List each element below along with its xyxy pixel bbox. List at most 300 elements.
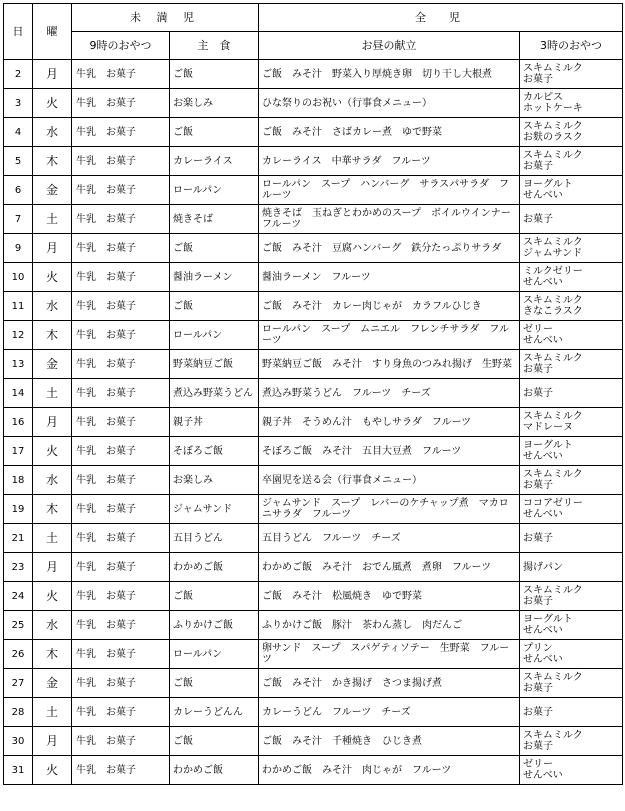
weekday-cell bbox=[33, 118, 72, 147]
weekday-cell-text: 水 bbox=[45, 124, 58, 139]
main-dish-cell bbox=[170, 60, 259, 89]
day-cell bbox=[4, 176, 33, 205]
day-cell-text: 2 bbox=[14, 68, 22, 80]
afternoon-snack-cell bbox=[520, 640, 623, 669]
morning-snack-cell bbox=[72, 89, 170, 118]
afternoon-snack-cell bbox=[520, 379, 623, 408]
lunch-menu-cell-text: 野菜納豆ご飯 みそ汁 すり身魚のつみれ揚げ 生野菜 bbox=[262, 358, 512, 370]
day-cell-text: 6 bbox=[14, 184, 22, 196]
main-dish-cell bbox=[170, 408, 259, 437]
main-dish-cell-text: ご飯 bbox=[173, 590, 193, 602]
afternoon-snack-item: マドレーヌ bbox=[523, 422, 573, 433]
day-cell bbox=[4, 756, 33, 785]
lunch-menu-cell-text: ロールパン スープ ハンバーグ サラスパサラダ フルーツ bbox=[262, 179, 509, 201]
day-cell-text: 18 bbox=[11, 474, 25, 486]
day-cell bbox=[4, 524, 33, 553]
weekday-cell-text: 月 bbox=[45, 733, 58, 748]
main-dish-cell bbox=[170, 524, 259, 553]
lunch-menu-cell-text: 煮込み野菜うどん フルーツ チーズ bbox=[262, 387, 431, 399]
day-cell bbox=[4, 408, 33, 437]
day-cell-text: 17 bbox=[11, 445, 25, 457]
day-cell bbox=[4, 727, 33, 756]
weekday-cell bbox=[33, 321, 72, 350]
morning-snack-cell-text: 牛乳 お菓子 bbox=[76, 677, 136, 689]
morning-snack-cell-text: 牛乳 お菓子 bbox=[76, 532, 136, 544]
morning-snack-cell-text: 牛乳 お菓子 bbox=[76, 300, 136, 312]
afternoon-snack-item: ゼリー bbox=[523, 759, 553, 770]
lunch-menu-cell-text: ご飯 みそ汁 豆腐ハンバーグ 鉄分たっぷりサラダ bbox=[262, 242, 502, 254]
main-dish-cell-text: ロールパン bbox=[173, 184, 223, 196]
day-cell-text: 4 bbox=[14, 126, 22, 138]
weekday-cell-text: 金 bbox=[45, 675, 58, 690]
morning-snack-cell-text: 牛乳 お菓子 bbox=[76, 416, 136, 428]
afternoon-snack-item: お菓子 bbox=[523, 387, 553, 399]
morning-snack-cell bbox=[72, 321, 170, 350]
weekday-cell-text: 木 bbox=[45, 153, 58, 168]
morning-snack-cell bbox=[72, 118, 170, 147]
afternoon-snack-cell bbox=[520, 292, 623, 321]
afternoon-snack-item: せんべい bbox=[523, 509, 563, 520]
lunch-menu-cell bbox=[259, 89, 520, 118]
main-dish-cell-text: お楽しみ bbox=[173, 474, 213, 486]
main-dish-cell bbox=[170, 205, 259, 234]
afternoon-snack-item: お菓子 bbox=[523, 683, 553, 694]
header-all-children-group: 全 児 bbox=[259, 4, 623, 32]
morning-snack-cell-text: 牛乳 お菓子 bbox=[76, 735, 136, 747]
day-cell bbox=[4, 263, 33, 292]
morning-snack-cell bbox=[72, 582, 170, 611]
lunch-menu-cell-text: そぼろご飯 みそ汁 五目大豆煮 フルーツ bbox=[262, 445, 462, 457]
day-cell-text: 14 bbox=[11, 387, 25, 399]
weekday-cell bbox=[33, 234, 72, 263]
morning-snack-cell-text: 牛乳 お菓子 bbox=[76, 503, 136, 515]
weekday-cell-text: 水 bbox=[45, 617, 58, 632]
table-row bbox=[4, 321, 623, 350]
main-dish-cell bbox=[170, 466, 259, 495]
afternoon-snack-cell bbox=[520, 553, 623, 582]
table-row bbox=[4, 698, 623, 727]
afternoon-snack-cell bbox=[520, 727, 623, 756]
weekday-cell bbox=[33, 727, 72, 756]
table-row bbox=[4, 437, 623, 466]
menu-table bbox=[3, 3, 623, 785]
main-dish-cell bbox=[170, 292, 259, 321]
table-row bbox=[4, 727, 623, 756]
weekday-cell-text: 金 bbox=[45, 182, 58, 197]
afternoon-snack-item: スキムミルク bbox=[523, 411, 583, 422]
day-cell bbox=[4, 350, 33, 379]
lunch-menu-cell bbox=[259, 495, 520, 524]
afternoon-snack-item: お菓子 bbox=[523, 596, 553, 607]
table-row bbox=[4, 292, 623, 321]
day-cell-text: 10 bbox=[11, 271, 25, 283]
lunch-menu-cell-text: 卒園児を送る会（行事食メニュー） bbox=[262, 474, 422, 486]
lunch-menu-cell bbox=[259, 321, 520, 350]
afternoon-snack-item: スキムミルク bbox=[523, 295, 583, 306]
weekday-cell bbox=[33, 263, 72, 292]
main-dish-cell bbox=[170, 727, 259, 756]
lunch-menu-cell-text: ご飯 みそ汁 カレー肉じゃが カラフルひじき bbox=[262, 300, 482, 312]
day-cell bbox=[4, 466, 33, 495]
header-under3-group: 未 満 児 bbox=[72, 4, 259, 32]
header-afternoon-snack: 3時のおやつ bbox=[520, 32, 623, 60]
main-dish-cell bbox=[170, 756, 259, 785]
afternoon-snack-cell bbox=[520, 263, 623, 292]
morning-snack-cell-text: 牛乳 お菓子 bbox=[76, 561, 136, 573]
afternoon-snack-cell bbox=[520, 466, 623, 495]
afternoon-snack-cell bbox=[520, 89, 623, 118]
header-morning-snack: 9時のおやつ bbox=[72, 32, 170, 60]
weekday-cell-text: 火 bbox=[45, 95, 58, 110]
day-cell bbox=[4, 205, 33, 234]
weekday-cell bbox=[33, 582, 72, 611]
day-cell bbox=[4, 321, 33, 350]
table-row bbox=[4, 379, 623, 408]
table-row bbox=[4, 611, 623, 640]
lunch-menu-cell bbox=[259, 60, 520, 89]
morning-snack-cell bbox=[72, 379, 170, 408]
weekday-cell-text: 金 bbox=[45, 356, 58, 371]
afternoon-snack-cell bbox=[520, 495, 623, 524]
day-cell bbox=[4, 60, 33, 89]
table-row bbox=[4, 640, 623, 669]
lunch-menu-cell-text: 五目うどん フルーツ チーズ bbox=[262, 532, 401, 544]
afternoon-snack-item: せんべい bbox=[523, 654, 563, 665]
weekday-cell bbox=[33, 350, 72, 379]
morning-snack-cell-text: 牛乳 お菓子 bbox=[76, 155, 136, 167]
morning-snack-cell bbox=[72, 176, 170, 205]
day-cell bbox=[4, 553, 33, 582]
header-main-dish: 主 食 bbox=[170, 32, 259, 60]
morning-snack-cell-text: 牛乳 お菓子 bbox=[76, 126, 136, 138]
morning-snack-cell bbox=[72, 408, 170, 437]
afternoon-snack-item: ジャムサンド bbox=[523, 248, 583, 259]
header-day: 日 bbox=[4, 4, 33, 60]
day-cell bbox=[4, 495, 33, 524]
morning-snack-cell bbox=[72, 698, 170, 727]
day-cell bbox=[4, 582, 33, 611]
main-dish-cell bbox=[170, 176, 259, 205]
day-cell bbox=[4, 234, 33, 263]
weekday-cell-text: 木 bbox=[45, 646, 58, 661]
main-dish-cell-text: ご飯 bbox=[173, 677, 193, 689]
main-dish-cell-text: ロールパン bbox=[173, 648, 223, 660]
lunch-menu-cell bbox=[259, 669, 520, 698]
day-cell-text: 19 bbox=[11, 503, 25, 515]
main-dish-cell-text: 野菜納豆ご飯 bbox=[173, 358, 233, 370]
afternoon-snack-item: プリン bbox=[523, 643, 553, 654]
table-row bbox=[4, 147, 623, 176]
morning-snack-cell bbox=[72, 147, 170, 176]
main-dish-cell-text: ご飯 bbox=[173, 300, 193, 312]
weekday-cell-text: 水 bbox=[45, 472, 58, 487]
afternoon-snack-item: お菓子 bbox=[523, 161, 553, 172]
main-dish-cell-text: カレーうどんん bbox=[173, 706, 243, 718]
table-row bbox=[4, 205, 623, 234]
afternoon-snack-item: 揚げパン bbox=[523, 561, 563, 573]
day-cell bbox=[4, 147, 33, 176]
lunch-menu-cell-text: 焼きそば 玉ねぎとわかめのスープ ボイルウインナー フルーツ bbox=[262, 208, 521, 230]
morning-snack-cell-text: 牛乳 お菓子 bbox=[76, 706, 136, 718]
afternoon-snack-item: カルピス bbox=[523, 92, 563, 103]
morning-snack-cell bbox=[72, 495, 170, 524]
lunch-menu-cell-text: ロールパン スープ ムニエル フレンチサラダ フルーツ bbox=[262, 324, 509, 346]
lunch-menu-cell-text: わかめご飯 みそ汁 おでん風煮 煮卵 フルーツ bbox=[262, 561, 492, 573]
morning-snack-cell-text: 牛乳 お菓子 bbox=[76, 184, 136, 196]
afternoon-snack-item: スキムミルク bbox=[523, 121, 583, 132]
weekday-cell bbox=[33, 669, 72, 698]
day-cell-text: 13 bbox=[11, 358, 25, 370]
menu-table-head bbox=[4, 4, 623, 60]
main-dish-cell-text: 焼きそば bbox=[173, 213, 213, 225]
afternoon-snack-item: せんべい bbox=[523, 277, 563, 288]
table-row bbox=[4, 495, 623, 524]
afternoon-snack-cell bbox=[520, 234, 623, 263]
afternoon-snack-item: スキムミルク bbox=[523, 730, 583, 741]
afternoon-snack-item: ヨーグルト bbox=[523, 179, 573, 190]
main-dish-cell bbox=[170, 495, 259, 524]
morning-snack-cell-text: 牛乳 お菓子 bbox=[76, 271, 136, 283]
day-cell-text: 21 bbox=[11, 532, 25, 544]
lunch-menu-cell bbox=[259, 727, 520, 756]
main-dish-cell bbox=[170, 234, 259, 263]
lunch-menu-cell-text: カレーうどん フルーツ チーズ bbox=[262, 706, 411, 718]
afternoon-snack-item: お菓子 bbox=[523, 213, 553, 225]
weekday-cell-text: 火 bbox=[45, 588, 58, 603]
lunch-menu-cell-text: ご飯 みそ汁 千種焼き ひじき煮 bbox=[262, 735, 422, 747]
weekday-cell-text: 月 bbox=[45, 414, 58, 429]
day-cell-text: 23 bbox=[11, 561, 25, 573]
day-cell bbox=[4, 698, 33, 727]
table-row bbox=[4, 582, 623, 611]
morning-snack-cell-text: 牛乳 お菓子 bbox=[76, 648, 136, 660]
lunch-menu-cell bbox=[259, 118, 520, 147]
lunch-menu-cell-text: ジャムサンド スープ レバーのケチャップ煮 マカロニサラダ フルーツ bbox=[262, 498, 509, 520]
afternoon-snack-item: お菓子 bbox=[523, 706, 553, 718]
day-cell-text: 3 bbox=[14, 97, 22, 109]
lunch-menu-cell-text: 醤油ラーメン フルーツ bbox=[262, 271, 371, 283]
morning-snack-cell bbox=[72, 263, 170, 292]
lunch-menu-cell-text: ご飯 みそ汁 松風焼き ゆで野菜 bbox=[262, 590, 422, 602]
lunch-menu-cell-text: ご飯 みそ汁 野菜入り厚焼き卵 切り干し大根煮 bbox=[262, 68, 492, 80]
weekday-cell bbox=[33, 176, 72, 205]
main-dish-cell-text: ロールパン bbox=[173, 329, 223, 341]
lunch-menu-cell bbox=[259, 350, 520, 379]
main-dish-cell bbox=[170, 611, 259, 640]
afternoon-snack-cell bbox=[520, 582, 623, 611]
lunch-menu-cell bbox=[259, 176, 520, 205]
weekday-cell-text: 火 bbox=[45, 443, 58, 458]
morning-snack-cell bbox=[72, 727, 170, 756]
lunch-menu-cell-text: 親子丼 そうめん汁 もやしサラダ フルーツ bbox=[262, 416, 472, 428]
main-dish-cell-text: わかめご飯 bbox=[173, 561, 223, 573]
main-dish-cell bbox=[170, 553, 259, 582]
lunch-menu-cell bbox=[259, 582, 520, 611]
morning-snack-cell bbox=[72, 466, 170, 495]
table-row bbox=[4, 176, 623, 205]
morning-snack-cell-text: 牛乳 お菓子 bbox=[76, 445, 136, 457]
day-cell-text: 7 bbox=[14, 213, 22, 225]
day-cell-text: 12 bbox=[11, 329, 25, 341]
weekday-cell-text: 木 bbox=[45, 327, 58, 342]
afternoon-snack-item: お菓子 bbox=[523, 741, 553, 752]
afternoon-snack-item: ミルクゼリー bbox=[523, 266, 583, 277]
lunch-menu-cell-text: ひな祭りのお祝い（行事食メニュー） bbox=[262, 97, 432, 109]
afternoon-snack-item: せんべい bbox=[523, 190, 563, 201]
table-row bbox=[4, 466, 623, 495]
main-dish-cell-text: わかめご飯 bbox=[173, 764, 223, 776]
header-lunch-menu: お昼の献立 bbox=[259, 32, 520, 60]
afternoon-snack-item: せんべい bbox=[523, 335, 563, 346]
afternoon-snack-item: スキムミルク bbox=[523, 672, 583, 683]
afternoon-snack-cell bbox=[520, 669, 623, 698]
lunch-menu-cell bbox=[259, 205, 520, 234]
main-dish-cell bbox=[170, 698, 259, 727]
afternoon-snack-item: お菓子 bbox=[523, 74, 553, 85]
afternoon-snack-cell bbox=[520, 147, 623, 176]
weekday-cell bbox=[33, 524, 72, 553]
day-cell-text: 25 bbox=[11, 619, 25, 631]
weekday-cell bbox=[33, 89, 72, 118]
day-cell-text: 24 bbox=[11, 590, 25, 602]
morning-snack-cell bbox=[72, 756, 170, 785]
morning-snack-cell bbox=[72, 640, 170, 669]
weekday-cell-text: 土 bbox=[45, 385, 58, 400]
main-dish-cell-text: 親子丼 bbox=[173, 416, 203, 428]
afternoon-snack-cell bbox=[520, 437, 623, 466]
main-dish-cell bbox=[170, 321, 259, 350]
day-cell bbox=[4, 669, 33, 698]
weekday-cell-text: 土 bbox=[45, 704, 58, 719]
main-dish-cell bbox=[170, 437, 259, 466]
afternoon-snack-item: きなこラスク bbox=[523, 306, 583, 317]
day-cell-text: 9 bbox=[14, 242, 22, 254]
weekday-cell bbox=[33, 292, 72, 321]
table-row bbox=[4, 234, 623, 263]
weekday-cell-text: 火 bbox=[45, 762, 58, 777]
table-row bbox=[4, 669, 623, 698]
main-dish-cell-text: そぼろご飯 bbox=[173, 445, 223, 457]
weekday-cell bbox=[33, 756, 72, 785]
morning-snack-cell-text: 牛乳 お菓子 bbox=[76, 358, 136, 370]
weekday-cell bbox=[33, 147, 72, 176]
lunch-menu-cell-text: わかめご飯 みそ汁 肉じゃが フルーツ bbox=[262, 764, 452, 776]
afternoon-snack-cell bbox=[520, 524, 623, 553]
day-cell-text: 5 bbox=[14, 155, 22, 167]
lunch-menu-cell-text: ご飯 みそ汁 かき揚げ さつま揚げ煮 bbox=[262, 677, 442, 689]
afternoon-snack-cell bbox=[520, 321, 623, 350]
lunch-menu-cell bbox=[259, 553, 520, 582]
lunch-menu-cell-text: 卵サンド スープ スパゲティソテー 生野菜 フルーツ bbox=[262, 643, 510, 665]
lunch-menu-cell bbox=[259, 640, 520, 669]
afternoon-snack-item: スキムミルク bbox=[523, 150, 583, 161]
afternoon-snack-cell bbox=[520, 611, 623, 640]
weekday-cell bbox=[33, 495, 72, 524]
afternoon-snack-item: スキムミルク bbox=[523, 585, 583, 596]
main-dish-cell-text: ご飯 bbox=[173, 735, 193, 747]
morning-snack-cell bbox=[72, 292, 170, 321]
lunch-menu-cell bbox=[259, 698, 520, 727]
main-dish-cell-text: お楽しみ bbox=[173, 97, 213, 109]
afternoon-snack-cell bbox=[520, 756, 623, 785]
morning-snack-cell bbox=[72, 611, 170, 640]
lunch-menu-cell-text: ご飯 みそ汁 さばカレー煮 ゆで野菜 bbox=[262, 126, 442, 138]
weekday-cell bbox=[33, 640, 72, 669]
morning-snack-cell-text: 牛乳 お菓子 bbox=[76, 242, 136, 254]
main-dish-cell-text: カレーライス bbox=[173, 155, 233, 167]
lunch-menu-cell bbox=[259, 379, 520, 408]
weekday-cell bbox=[33, 437, 72, 466]
table-row bbox=[4, 350, 623, 379]
main-dish-cell bbox=[170, 350, 259, 379]
weekday-cell-text: 火 bbox=[45, 269, 58, 284]
afternoon-snack-item: スキムミルク bbox=[523, 237, 583, 248]
day-cell bbox=[4, 379, 33, 408]
table-row bbox=[4, 118, 623, 147]
lunch-menu-cell bbox=[259, 756, 520, 785]
weekday-cell-text: 月 bbox=[45, 66, 58, 81]
day-cell bbox=[4, 611, 33, 640]
lunch-menu-cell bbox=[259, 147, 520, 176]
weekday-cell-text: 木 bbox=[45, 501, 58, 516]
morning-snack-cell-text: 牛乳 お菓子 bbox=[76, 387, 136, 399]
afternoon-snack-item: スキムミルク bbox=[523, 353, 583, 364]
lunch-menu-cell bbox=[259, 263, 520, 292]
day-cell-text: 26 bbox=[11, 648, 25, 660]
menu-table-body bbox=[4, 60, 623, 785]
afternoon-snack-item: せんべい bbox=[523, 625, 563, 636]
morning-snack-cell bbox=[72, 205, 170, 234]
weekday-cell-text: 月 bbox=[45, 559, 58, 574]
main-dish-cell bbox=[170, 379, 259, 408]
day-cell bbox=[4, 89, 33, 118]
main-dish-cell bbox=[170, 263, 259, 292]
main-dish-cell bbox=[170, 118, 259, 147]
main-dish-cell-text: ふりかけご飯 bbox=[173, 619, 233, 631]
afternoon-snack-item: ゼリー bbox=[523, 324, 553, 335]
afternoon-snack-cell bbox=[520, 118, 623, 147]
day-cell-text: 30 bbox=[11, 735, 25, 747]
weekday-cell bbox=[33, 60, 72, 89]
morning-snack-cell bbox=[72, 60, 170, 89]
morning-snack-cell-text: 牛乳 お菓子 bbox=[76, 764, 136, 776]
afternoon-snack-item: ホットケーキ bbox=[523, 103, 583, 114]
day-cell-text: 28 bbox=[11, 706, 25, 718]
weekday-cell bbox=[33, 698, 72, 727]
main-dish-cell-text: ご飯 bbox=[173, 242, 193, 254]
weekday-cell bbox=[33, 379, 72, 408]
main-dish-cell bbox=[170, 669, 259, 698]
main-dish-cell-text: 醤油ラーメン bbox=[173, 271, 233, 283]
main-dish-cell-text: 五目うどん bbox=[173, 532, 223, 544]
weekday-cell-text: 土 bbox=[45, 530, 58, 545]
day-cell bbox=[4, 437, 33, 466]
day-cell bbox=[4, 292, 33, 321]
main-dish-cell-text: 煮込み野菜うどん bbox=[173, 387, 253, 399]
morning-snack-cell-text: 牛乳 お菓子 bbox=[76, 619, 136, 631]
weekday-cell-text: 月 bbox=[45, 240, 58, 255]
morning-snack-cell-text: 牛乳 お菓子 bbox=[76, 68, 136, 80]
lunch-menu-cell bbox=[259, 466, 520, 495]
table-row bbox=[4, 60, 623, 89]
day-cell-text: 31 bbox=[11, 764, 25, 776]
weekday-cell bbox=[33, 553, 72, 582]
morning-snack-cell-text: 牛乳 お菓子 bbox=[76, 97, 136, 109]
lunch-menu-cell bbox=[259, 524, 520, 553]
main-dish-cell bbox=[170, 147, 259, 176]
afternoon-snack-item: ヨーグルト bbox=[523, 614, 573, 625]
table-row bbox=[4, 553, 623, 582]
